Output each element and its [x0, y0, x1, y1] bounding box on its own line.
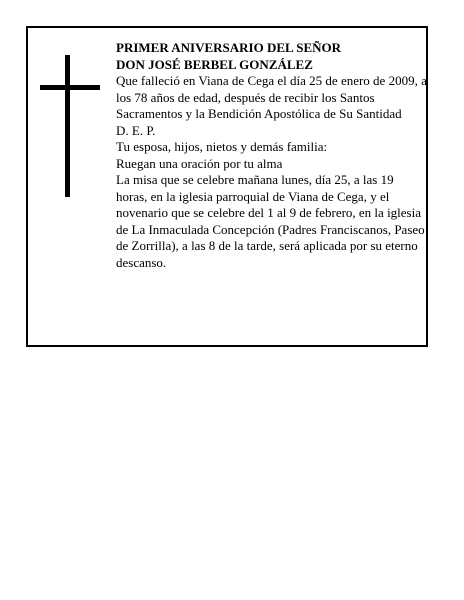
cross-horizontal-bar	[40, 85, 100, 90]
prayer-request: Ruegan una oración por tu alma	[116, 155, 283, 171]
notice-heading-line-1: PRIMER ANIVERSARIO DEL SEÑOR	[116, 40, 342, 55]
notice-text	[116, 40, 428, 271]
family-text: Tu esposa, hijos, nietos y demás familia:	[116, 139, 328, 154]
rip-text: D. E. P.	[116, 122, 156, 138]
death-info: Que falleció en Viana de Cega el día 25 de enero de 2009, a los 78 años de edad, después de recibir los Santos Sacramentos y la Bendición Apostólica de Su Santidad	[116, 73, 427, 121]
cross-icon	[40, 55, 100, 197]
cross-vertical-bar	[65, 55, 70, 197]
mass-info: La misa que se celebre mañana lunes, día 25, a las 19 horas, en la iglesia parroquial de Viana de Cega, y el novenario que se celebre del 1 al 9 de febrero, en la iglesia de La Inmaculada Concepción (Padres Franciscanos, Paseo de Zorrilla), a las 8 de la tarde, será aplicada por su eterno descanso.	[116, 172, 425, 270]
notice-heading-line-2: DON JOSÉ BERBEL GONZÁLEZ	[116, 56, 313, 72]
obituary-notice	[26, 26, 428, 347]
